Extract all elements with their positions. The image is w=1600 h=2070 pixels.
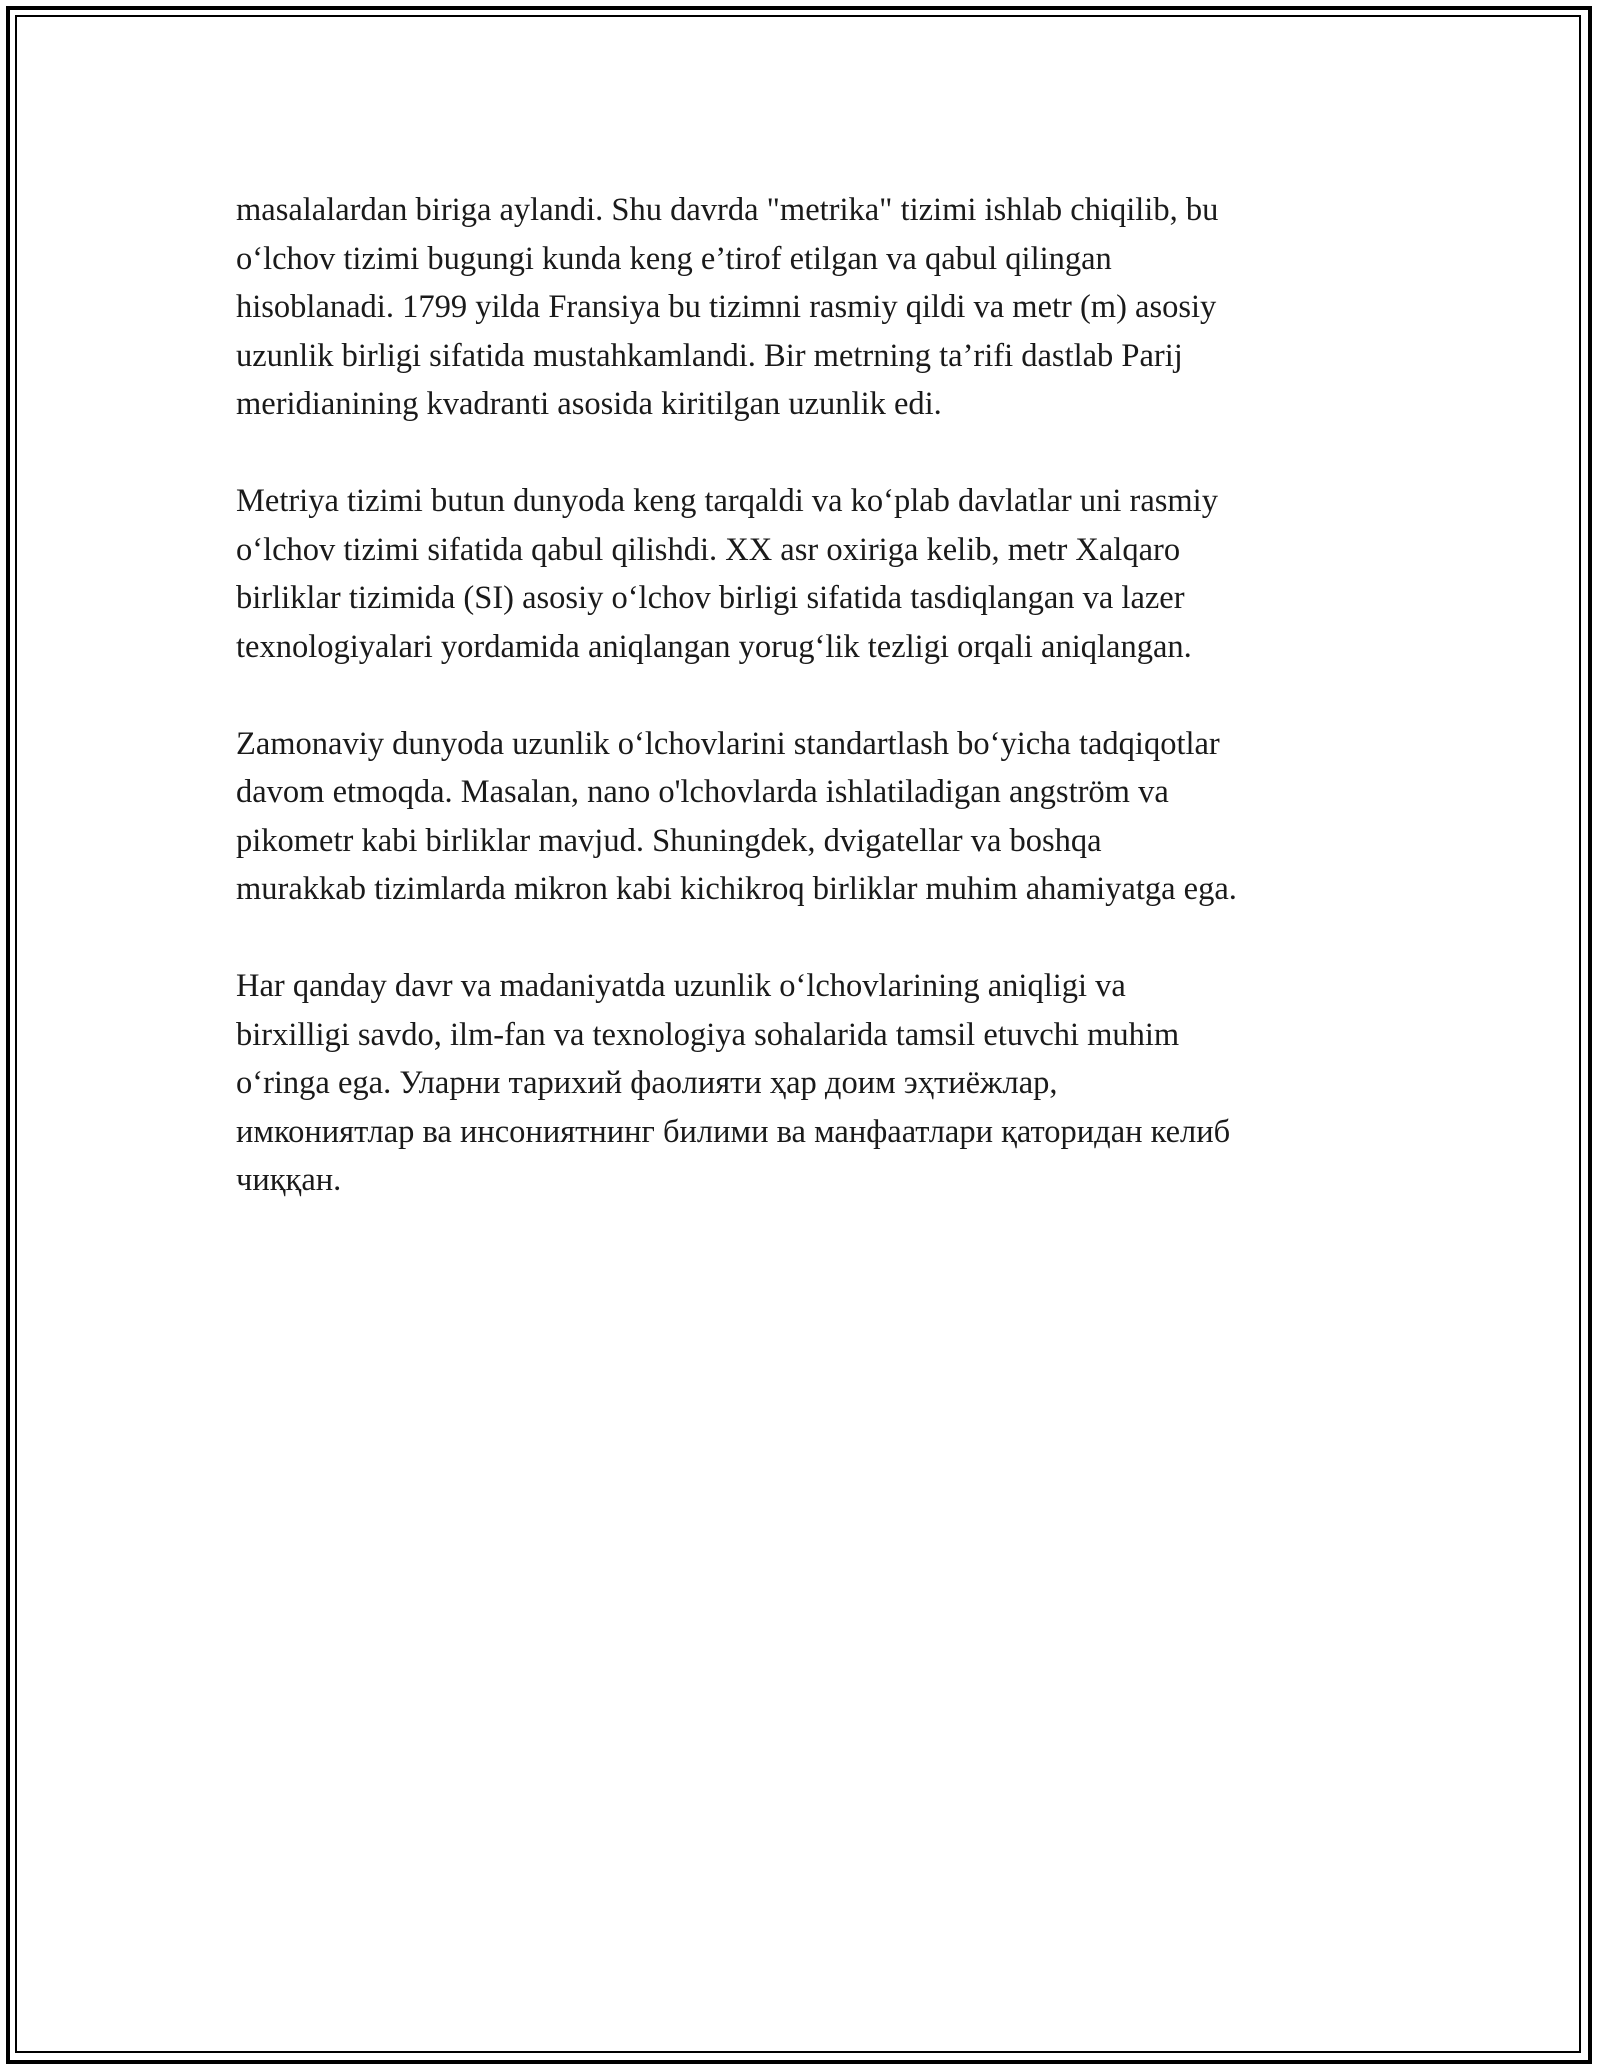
text-line: masalalardan biriga aylandi. Shu davrda "metrika" tizimi ishlab chiqilib, bu [236,192,1219,228]
text-line: birliklar tizimida (SI) asosiy o‘lchov birligi sifatida tasdiqlangan va lazer [236,580,1185,616]
paragraph-4 [236,962,1376,1205]
text-line: pikometr kabi birliklar mavjud. Shuningdek, dvigatellar va boshqa [236,822,1102,859]
text-line: murakkab tizimlarda mikron kabi kichikroq birliklar muhim ahamiyatga ega. [236,871,1237,907]
document-body [236,186,1376,1253]
text-line: o‘lchov tizimi sifatida qabul qilishdi. XX asr oxiriga kelib, metr Xalqaro [236,531,1181,568]
paragraph-3 [236,720,1376,914]
text-line: davom etmoqda. Masalan, nano o'lchovlarda ishlatiladigan angström va [236,774,1169,810]
text-line: чиққан. [236,1162,342,1198]
text-line: Zamonaviy dunyoda uzunlik o‘lchovlarini standartlash bo‘yicha tadqiqotlar [236,725,1220,762]
paragraph-2 [236,477,1376,671]
text-line: Har qanday davr va madaniyatda uzunlik o‘lchovlarining aniqligi va [236,968,1126,1004]
text-line: o‘lchov tizimi bugungi kunda keng e’tirof etilgan va qabul qilingan [236,240,1112,277]
paragraph-1 [236,186,1376,429]
text-line: имкониятлар ва инсониятнинг билими ва манфаатлари қаторидан келиб [236,1113,1231,1150]
text-line: o‘ringa ega. Уларни тарихий фаолияти ҳар доим эҳтиёжлар, [236,1065,1058,1101]
text-line: hisoblanadi. 1799 yilda Fransiya bu tizimni rasmiy qildi va metr (m) asosiy [236,289,1217,325]
text-line: texnologiyalari yordamida aniqlangan yorug‘lik tezligi orqali aniqlangan. [236,628,1192,665]
text-line: Metriya tizimi butun dunyoda keng tarqaldi va ko‘plab davlatlar uni rasmiy [236,483,1218,519]
text-line: birxilligi savdo, ilm-fan va texnologiya sohalarida tamsil etuvchi muhim [236,1016,1180,1053]
text-line: meridianining kvadranti asosida kiritilgan uzunlik edi. [236,386,942,422]
text-line: uzunlik birligi sifatida mustahkamlandi. Bir metrning ta’rifi dastlab Parij [236,337,1183,374]
